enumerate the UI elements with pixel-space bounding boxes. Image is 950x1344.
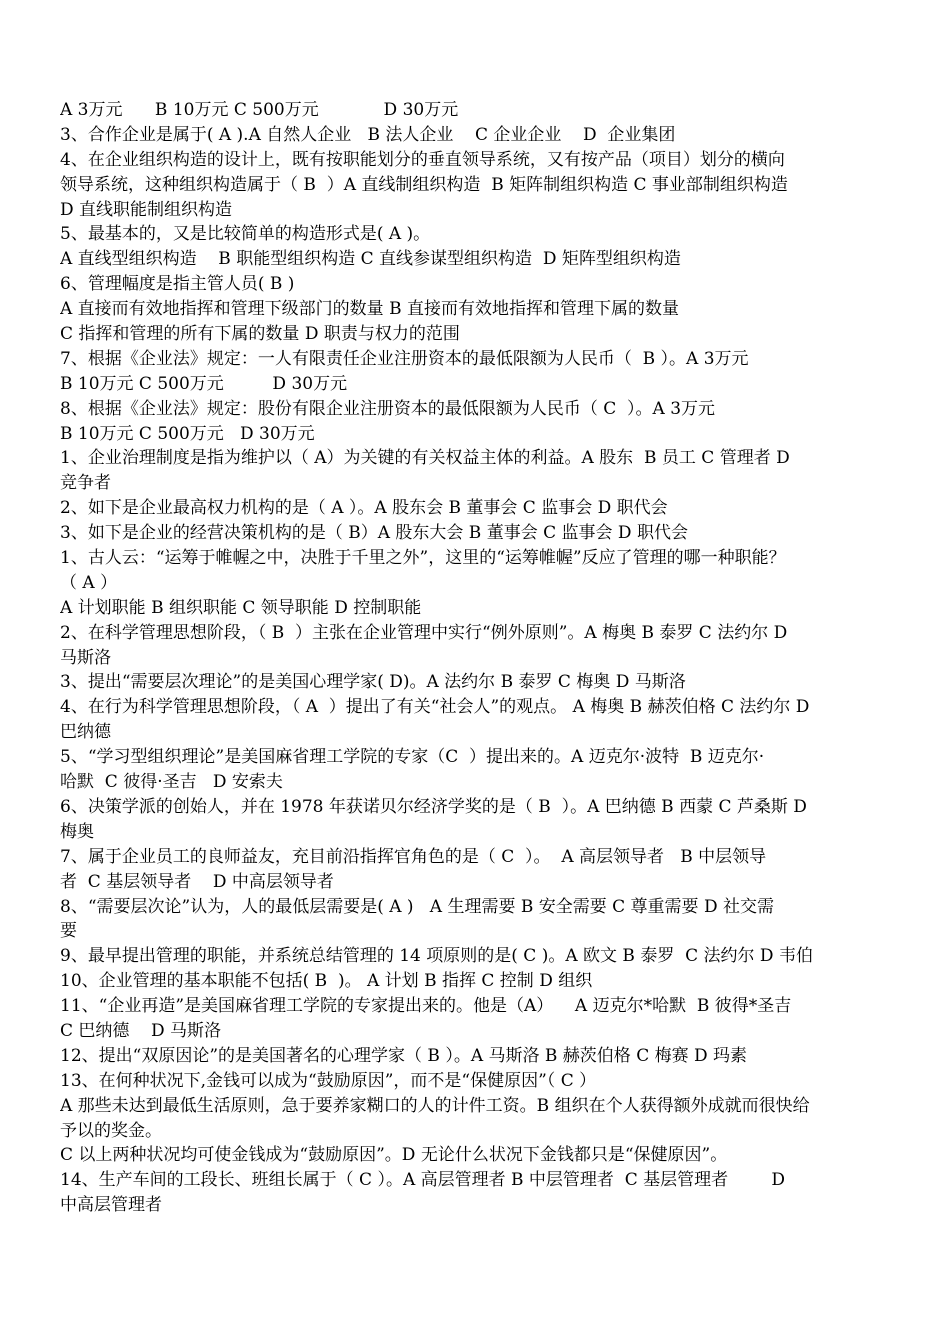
text-line: 2、如下是企业最高权力机构的是（ A ）。A 股东会 B 董事会 C 监事会 D 职代会 [60,498,668,519]
text-line: 1、古人云：“运筹于帷幄之中，决胜于千里之外”，这里的“运筹帷幄”反应了管理的哪一种职能？ [60,548,786,569]
text-line: 3、合作企业是属于( A ).A 自然人企业 B 法人企业 C 企业企业 D 企业集团 [60,124,676,145]
text-line: 领导系统，这种组织构造属于（ B ）A 直线制组织构造 B 矩阵制组织构造 C 事业部制组织构造 [60,174,788,195]
text-line: A 3万元 B 10万元 C 500万元 D 30万元 [60,100,459,120]
text-line: A 那些未达到最低生活原则，急于要养家糊口的人的计件工资。B 组织在个人获得额外成就而很快给 [60,1095,810,1116]
text-line: 者 C 基层领导者 D 中高层领导者 [60,871,334,892]
document-page [60,98,900,1218]
text-line: 8、根据《企业法》规定：股份有限企业注册资本的最低限额为人民币（ C ）。A 3万元 [60,398,716,419]
text-line: 梅奥 [60,821,94,842]
text-line: 6、管理幅度是指主管人员( B ) [60,274,295,295]
text-line: 12、提出“双原因论”的是美国著名的心理学家（ B ）。A 马斯洛 B 赫茨伯格 C 梅赛 D 玛素 [60,1045,748,1066]
text-line: 2、在科学管理思想阶段，（ B ）主张在企业管理中实行“例外原则”。A 梅奥 B 泰罗 C 法约尔 D [60,622,788,643]
text-line: C 指挥和管理的所有下属的数量 D 职责与权力的范围 [60,324,460,345]
text-line: 7、属于企业员工的良师益友，充目前沿指挥官角色的是（ C ）。 A 高层领导者 B 中层领导 [60,846,767,867]
text-line: 3、如下是企业的经营决策机构的是（ B）A 股东大会 B 董事会 C 监事会 D 职代会 [60,523,688,544]
text-line: 中高层管理者 [60,1195,162,1216]
text-line: 巴纳德 [60,722,111,743]
text-line: C 以上两种状况均可使金钱成为“鼓励原因”。D 无论什么状况下金钱都只是“保健原因”。 [60,1145,728,1166]
text-line: A 直接而有效地指挥和管理下级部门的数量 B 直接而有效地指挥和管理下属的数量 [60,299,679,320]
text-line: A 计划职能 B 组织职能 C 领导职能 D 控制职能 [60,597,422,618]
text-line: 竞争者 [60,473,111,494]
text-line: 13、在何种状况下,金钱可以成为“鼓励原因”，而不是“保健原因”（ C ） [60,1070,597,1091]
text-line: 马斯洛 [60,647,111,668]
text-line: 10、企业管理的基本职能不包括( B )。 A 计划 B 指挥 C 控制 D 组织 [60,971,593,992]
text-line: 要 [60,921,77,942]
text-line: 5、最基本的，又是比较简单的构造形式是( A )。 [60,224,431,245]
text-line: D 直线职能制组织构造 [60,199,233,220]
text-line: B 10万元 C 500万元 D 30万元 [60,423,315,444]
text-line: 予以的奖金。 [60,1120,162,1141]
text-line: 4、在行为科学管理思想阶段，（ A ）提出了有关“社会人”的观点。 A 梅奥 B 赫茨伯格 C 法约尔 D [60,697,810,718]
text-line: C 巴纳德 D 马斯洛 [60,1020,222,1041]
text-line: （ A ） [60,572,118,593]
text-line: 1、企业治理制度是指为维护以（ A）为关键的有关权益主体的利益。A 股东 B 员工 C 管理者 D [60,448,790,469]
text-line: 9、最早提出管理的职能，并系统总结管理的 14 项原则的是( C )。A 欧文 B 泰罗 C 法约尔 D 韦伯 [60,946,813,967]
text-line: 哈默 C 彼得·圣吉 D 安索夫 [60,772,283,793]
text-line: 4、在企业组织构造的设计上，既有按职能划分的垂直领导系统，又有按产品（项目）划分的横向 [60,149,785,170]
text-line: 3、提出“需要层次理论”的是美国心理学家( D)。A 法约尔 B 泰罗 C 梅奥 D 马斯洛 [60,672,686,693]
text-line: 14、生产车间的工段长、班组长属于（ C ）。A 高层管理者 B 中层管理者 C 基层管理者 D [60,1170,786,1191]
text-line: A 直线型组织构造 B 职能型组织构造 C 直线参谋型组织构造 D 矩阵型组织构造 [60,249,681,270]
text-line: 7、根据《企业法》规定：一人有限责任企业注册资本的最低限额为人民币（ B ）。A 3万元 [60,348,749,369]
text-line: 6、决策学派的创始人，并在 1978 年获诺贝尔经济学奖的是（ B ）。A 巴纳德 B 西蒙 C 芦桑斯 D [60,796,807,817]
text-line: B 10万元 C 500万元 D 30万元 [60,373,348,394]
text-line: 8、“需要层次论”认为，人的最低层需要是( A ) A 生理需要 B 安全需要 C 尊重需要 D 社交需 [60,896,774,917]
text-line: 5、“学习型组织理论”是美国麻省理工学院的专家（C ）提出来的。A 迈克尔·波特 B 迈克尔· [60,747,765,768]
text-line: 11、“企业再造”是美国麻省理工学院的专家提出来的。他是（A） A 迈克尔*哈默 B 彼得*圣吉 [60,996,792,1017]
